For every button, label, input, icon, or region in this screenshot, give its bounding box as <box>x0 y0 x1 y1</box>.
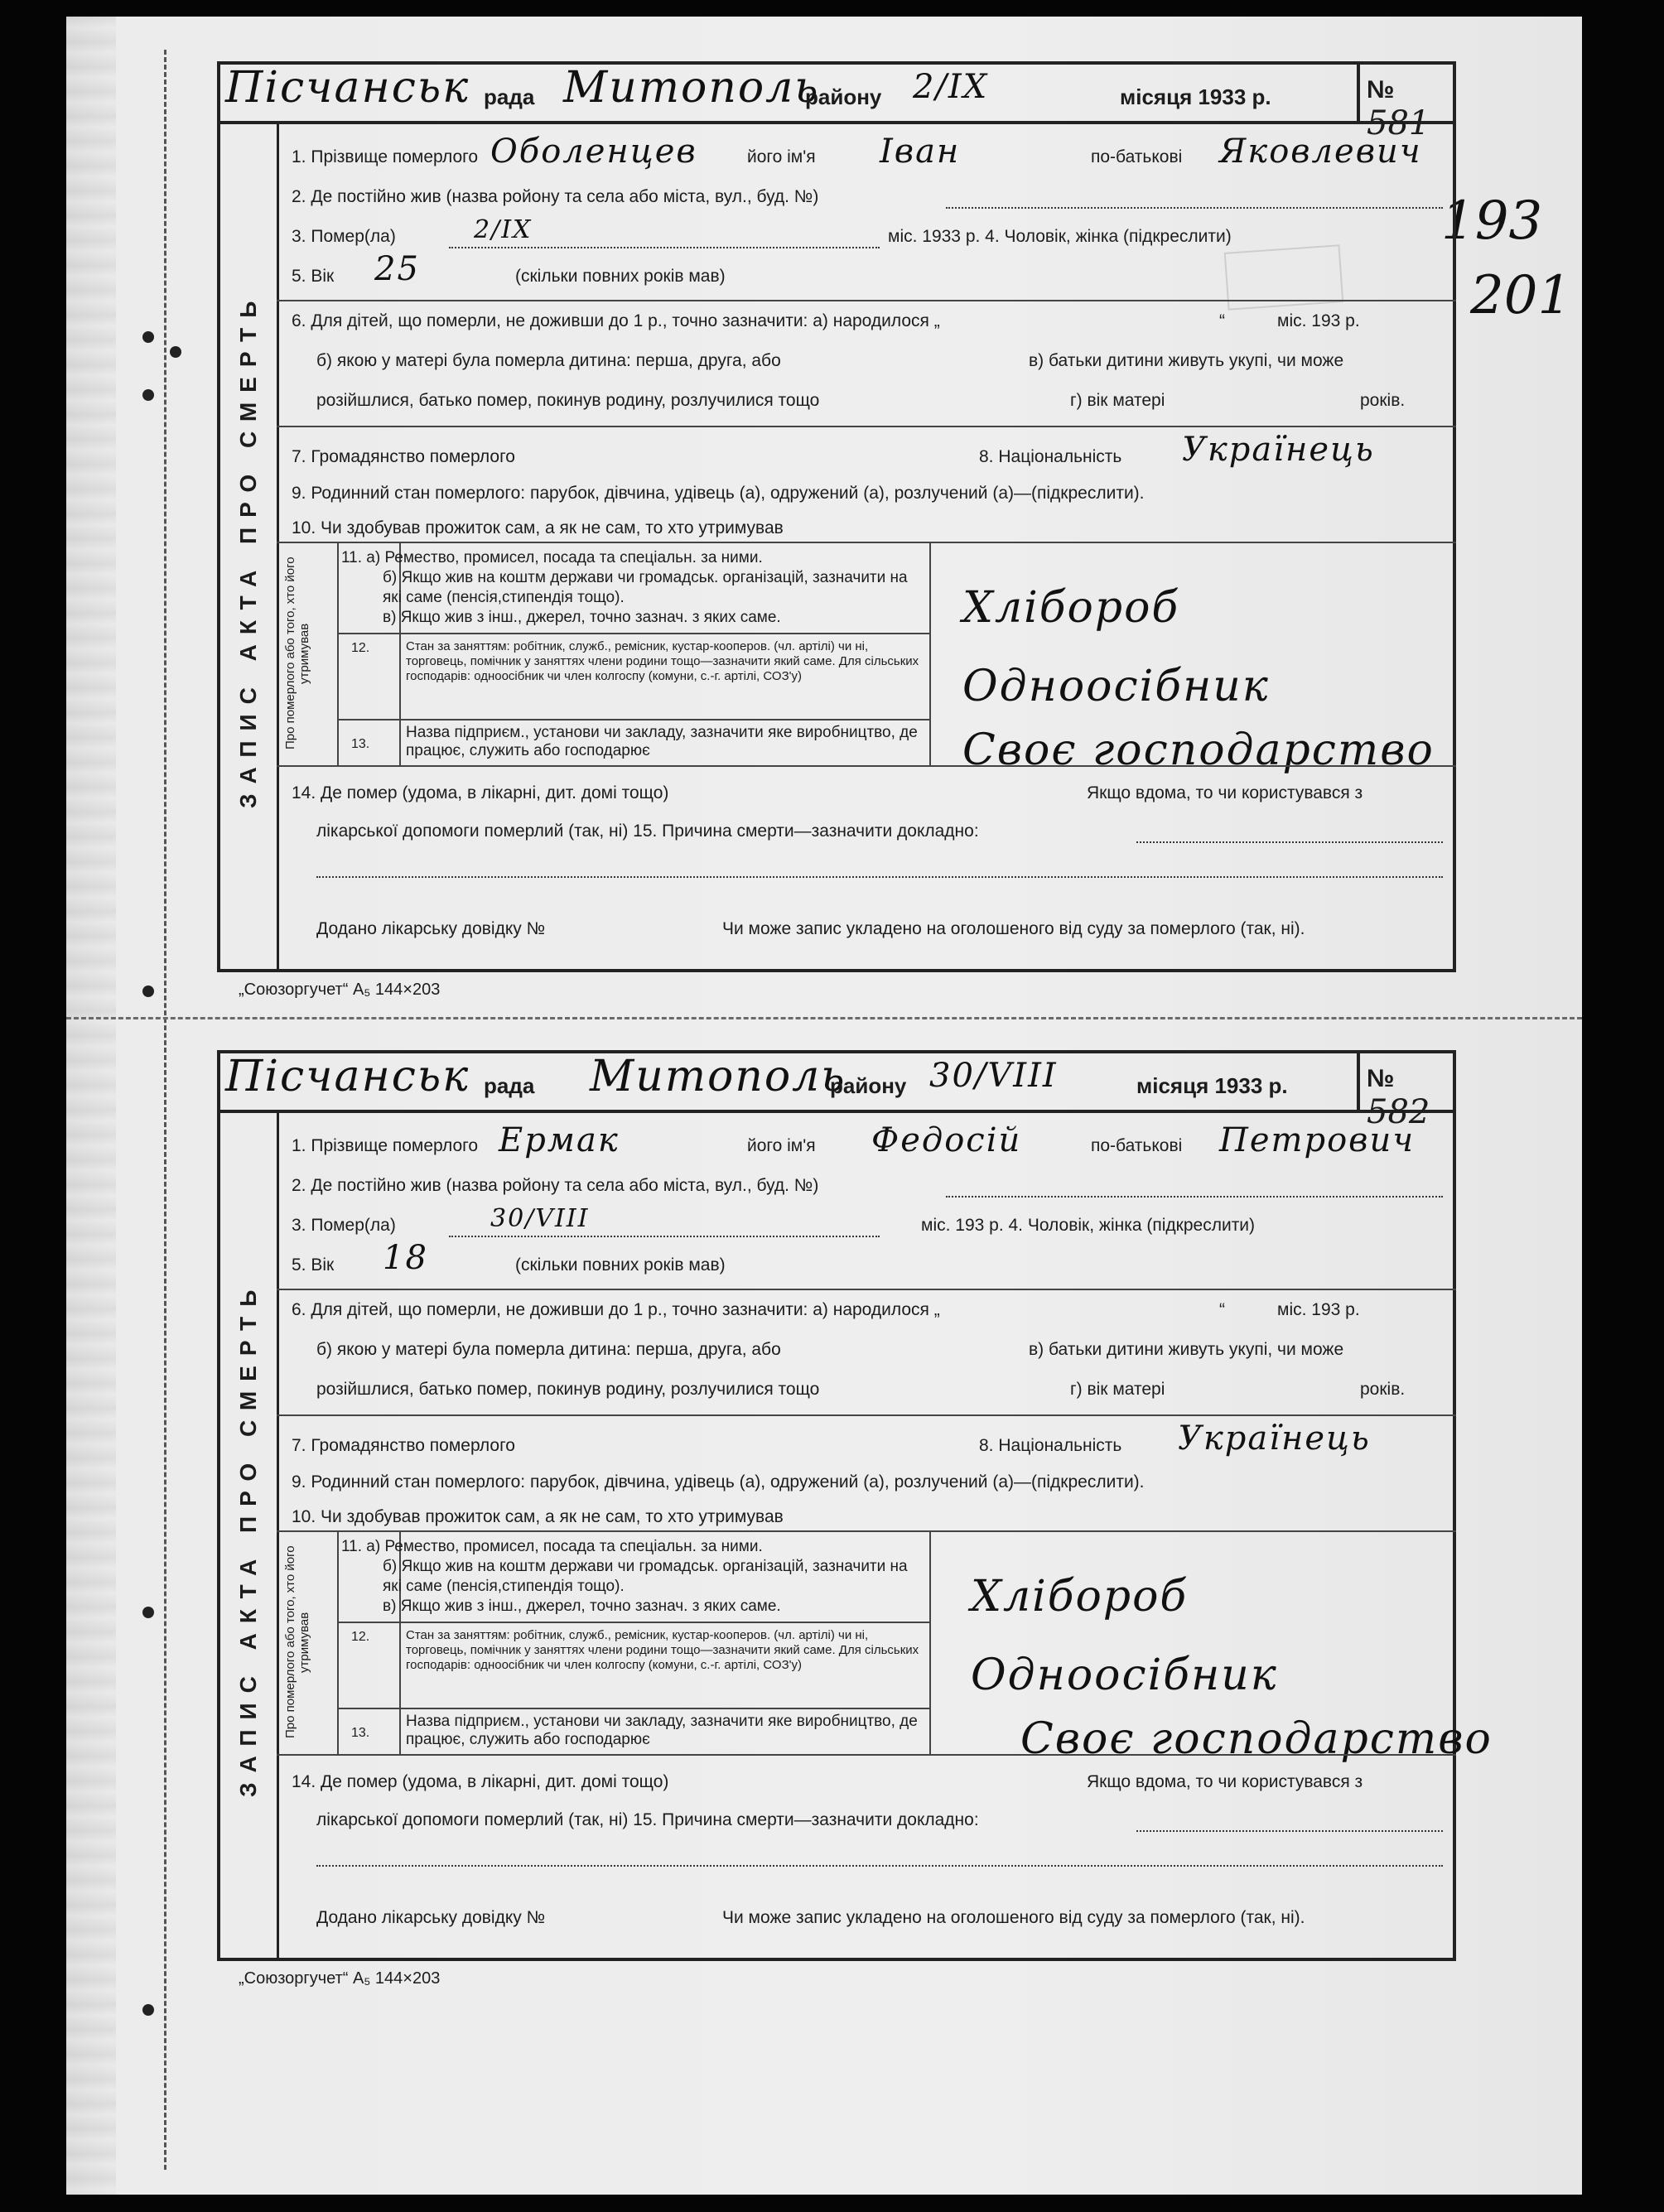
dotted-line <box>449 1236 880 1237</box>
surname-handwritten: Оболенцев <box>490 133 697 171</box>
line-10: 10. Чи здобував прожиток сам, а як не сам, то хто утримував <box>292 518 784 537</box>
surname-handwritten: Ермак <box>499 1121 620 1159</box>
date-handwritten: 30/VIII <box>929 1057 1058 1095</box>
death-date-handwritten: 30/VIII <box>490 1204 590 1233</box>
line-14-b: Якщо вдома, то чи користувався з <box>1087 783 1363 802</box>
divider <box>337 1708 929 1709</box>
item-13-text: Назва підприєм., установи чи закладу, зазначити яке виробництво, де працює, служить або господарює <box>406 1713 918 1748</box>
month-label: місяця 1933 р. <box>1136 1073 1288 1098</box>
rotated-label: Про померлого або того, хто його утримував <box>283 557 311 750</box>
line-7: 7. Громадянство померлого <box>292 447 515 466</box>
line-5-label: 5. Вік <box>292 1255 335 1275</box>
death-date-handwritten: 2/IX <box>474 215 533 244</box>
status-handwritten: Одноосібник <box>971 1651 1278 1700</box>
number-label: № <box>1367 1065 1395 1092</box>
punch-hole <box>142 986 154 997</box>
workplace-handwritten: Своє господарство <box>962 725 1435 775</box>
line-6-d: б) якою у матері була померла дитина: перша, друга, або <box>316 1340 781 1359</box>
item-11-c: в) Якщо жив з інш., джерел, точно зазнач. з яких саме. <box>383 609 781 626</box>
patronymic-label: по-батькові <box>1091 147 1183 166</box>
line-6-d: б) якою у матері була померла дитина: перша, друга, або <box>316 351 781 370</box>
rada-label: рада <box>484 84 535 109</box>
punch-hole <box>142 1607 154 1618</box>
line-1-label: 1. Прізвище померлого <box>292 1136 479 1155</box>
nationality-handwritten: Українець <box>1182 431 1375 469</box>
dotted-line <box>1136 1830 1443 1832</box>
line-3-label: 3. Помер(ла) <box>292 227 396 246</box>
workplace-handwritten: Своє господарство <box>1020 1714 1493 1764</box>
divider <box>277 426 1456 427</box>
divider <box>277 542 1456 543</box>
line-2: 2. Де постійно жив (назва ройону та села або міста, вул., буд. №) <box>292 187 819 206</box>
item-11-c: в) Якщо жив з інш., джерел, точно зазнач. з яких саме. <box>383 1598 781 1615</box>
margin-number: 193 <box>1441 190 1543 252</box>
district-handwritten: Митополь <box>590 1052 846 1101</box>
column-rule <box>337 542 339 765</box>
side-title: ЗАПИС АКТА ПРО СМЕРТЬ <box>235 291 261 809</box>
item-12-text: Стан за заняттям: робітник, служб., ремісник, кустар-кооперов. (чл. артілі) чи ні, торговець, помічник у заняттях члени родини тощо—зазначити який саме. Для сільських господарів: одноосібник чи член колгоспу (комуни, с.-г. артілі, СОЗ'у) <box>406 1628 919 1672</box>
name-handwritten: Федосій <box>871 1121 1022 1159</box>
punch-hole <box>142 389 154 401</box>
divider <box>277 1754 1456 1756</box>
side-rule <box>277 1113 279 1961</box>
publisher-note: „Союзоргучет“ А₅ 144×203 <box>239 981 441 999</box>
line-14-c: лікарської допомоги померлий (так, ні) 15. Причина смерти—зазначити докладно: <box>316 1810 979 1829</box>
form-header <box>217 61 1456 142</box>
line-6-f: розійшлися, батько помер, покинув родину, розлучилися тощо <box>316 391 820 410</box>
patronymic-label: по-батькові <box>1091 1136 1183 1155</box>
divider <box>277 765 1456 767</box>
line-8: 8. Національність <box>979 1436 1122 1455</box>
line-6-a: 6. Для дітей, що померли, не доживши до 1 р., точно зазначити: а) народилося „ <box>292 311 940 330</box>
line-14-c: лікарської допомоги померлий (так, ні) 15. Причина смерти—зазначити докладно: <box>316 822 979 841</box>
name-label: його ім'я <box>747 1136 816 1155</box>
line-9: 9. Родинний стан померлого: парубок, дівчина, удівець (а), одружений (а), розлучений (а)—(підкреслити). <box>292 1472 1145 1492</box>
rotated-label: Про померлого або того, хто його утримував <box>283 1545 311 1739</box>
divider <box>337 1622 929 1623</box>
line-16-b: Чи може запис укладено на оголошеного від суду за померлого (так, ні). <box>722 1908 1305 1927</box>
date-handwritten: 2/IX <box>913 68 989 106</box>
item-13-number: 13. <box>351 1726 370 1740</box>
number-label: № <box>1367 76 1395 104</box>
record-number: 582 <box>1367 1093 1430 1131</box>
dotted-line <box>946 1196 1443 1198</box>
occupation-handwritten: Хлібороб <box>971 1572 1189 1622</box>
patronymic-handwritten: Петрович <box>1219 1121 1416 1159</box>
month-label: місяця 1933 р. <box>1120 84 1271 109</box>
district-handwritten: Митополь <box>563 63 820 113</box>
item-11-block <box>341 548 921 628</box>
district-label: району <box>830 1073 907 1098</box>
divider <box>337 719 929 720</box>
dotted-line <box>316 1865 1443 1867</box>
item-11-block <box>341 1537 921 1617</box>
side-rule <box>277 124 279 972</box>
line-5-note: (скільки повних років мав) <box>515 267 726 286</box>
line-6-b: “ <box>1219 1300 1225 1319</box>
line-1-label: 1. Прізвище померлого <box>292 147 479 166</box>
column-rule <box>929 1530 931 1754</box>
status-handwritten: Одноосібник <box>962 662 1270 711</box>
line-6-g: г) вік матері <box>1070 391 1165 410</box>
dotted-line <box>946 207 1443 209</box>
line-5-label: 5. Вік <box>292 267 335 286</box>
margin-number: 201 <box>1470 265 1572 326</box>
divider <box>277 1414 1456 1416</box>
line-14-a: 14. Де помер (удома, в лікарні, дит. домі тощо) <box>292 783 669 802</box>
punch-hole <box>142 331 154 343</box>
item-11-b: б) Якщо жив на коштм держави чи громадськ. організацій, зазначити на які саме (пенсія,стипендія тощо). <box>383 1558 908 1595</box>
line-16-a: Додано лікарську довідку № <box>316 919 546 938</box>
line-6-h: років. <box>1360 1380 1406 1399</box>
line-16-a: Додано лікарську довідку № <box>316 1908 546 1927</box>
line-14-b: Якщо вдома, то чи користувався з <box>1087 1772 1363 1791</box>
line-6-f: розійшлися, батько помер, покинув родину, розлучилися тощо <box>316 1380 820 1399</box>
line-6-c: міс. 193 р. <box>1277 1300 1360 1319</box>
paper-left-edge <box>66 17 116 2195</box>
line-6-a: 6. Для дітей, що померли, не доживши до 1 р., точно зазначити: а) народилося „ <box>292 1300 940 1319</box>
line-16-b: Чи може запис укладено на оголошеного від суду за померлого (так, ні). <box>722 919 1305 938</box>
death-record-form-1 <box>217 61 1456 972</box>
record-number-cell <box>1357 1050 1456 1131</box>
item-11-a: 11. а) Ремество, промисел, посада та спеціальн. за ними. <box>341 1538 763 1555</box>
line-6-b: “ <box>1219 311 1225 330</box>
item-13-text: Назва підприєм., установи чи закладу, зазначити яке виробництво, де працює, служить або господарює <box>406 724 918 759</box>
publisher-note: „Союзоргучет“ А₅ 144×203 <box>239 1969 441 1988</box>
divider <box>277 300 1456 301</box>
death-record-form-2 <box>217 1050 1493 1961</box>
rada-handwritten: Пісчанськ <box>225 1052 470 1101</box>
fold-line <box>66 1017 1582 1019</box>
side-title: ЗАПИС АКТА ПРО СМЕРТЬ <box>235 1279 261 1798</box>
rada-label: рада <box>484 1073 535 1098</box>
punch-hole <box>142 2004 154 2016</box>
rada-handwritten: Пісчанськ <box>225 63 470 113</box>
divider <box>277 1530 1456 1532</box>
dotted-line <box>449 247 880 248</box>
dotted-line <box>1136 841 1443 843</box>
divider <box>337 633 929 634</box>
patronymic-handwritten: Яковлевич <box>1219 133 1422 171</box>
line-7: 7. Громадянство померлого <box>292 1436 515 1455</box>
column-rule <box>337 1530 339 1754</box>
line-3-label: 3. Помер(ла) <box>292 1216 396 1235</box>
nationality-handwritten: Українець <box>1178 1419 1371 1458</box>
punch-hole <box>170 346 181 358</box>
dotted-line <box>316 876 1443 878</box>
record-number-cell <box>1357 61 1456 142</box>
divider <box>277 1289 1456 1290</box>
line-5-note: (скільки повних років мав) <box>515 1255 726 1275</box>
line-10: 10. Чи здобував прожиток сам, а як не сам, то хто утримував <box>292 1507 784 1526</box>
perforation-line <box>164 50 166 2170</box>
line-6-h: років. <box>1360 391 1406 410</box>
form-header <box>217 1050 1456 1131</box>
age-handwritten: 18 <box>383 1239 428 1277</box>
item-11-a: 11. а) Ремество, промисел, посада та спеціальн. за ними. <box>341 549 763 566</box>
age-handwritten: 25 <box>374 250 420 288</box>
line-9: 9. Родинний стан померлого: парубок, дівчина, удівець (а), одружений (а), розлучений (а)—(підкреслити). <box>292 484 1145 503</box>
item-12-number: 12. <box>351 1630 370 1644</box>
line-8: 8. Національність <box>979 447 1122 466</box>
line-14-a: 14. Де помер (удома, в лікарні, дит. домі тощо) <box>292 1772 669 1791</box>
line-3-4: міс. 1933 р. 4. Чоловік, жінка (підкреслити) <box>888 227 1232 246</box>
line-6-e: в) батьки дитини живуть укупі, чи може <box>1029 1340 1344 1359</box>
record-number: 581 <box>1367 104 1430 142</box>
occupation-handwritten: Хлібороб <box>962 583 1180 633</box>
line-6-g: г) вік матері <box>1070 1380 1165 1399</box>
name-handwritten: Іван <box>880 133 961 171</box>
line-6-e: в) батьки дитини живуть укупі, чи може <box>1029 351 1344 370</box>
column-rule <box>929 542 931 765</box>
line-6-c: міс. 193 р. <box>1277 311 1360 330</box>
line-2: 2. Де постійно жив (назва ройону та села або міста, вул., буд. №) <box>292 1176 819 1195</box>
item-13-number: 13. <box>351 737 370 751</box>
district-label: району <box>805 84 882 109</box>
line-3-4: міс. 193 р. 4. Чоловік, жінка (підкреслити) <box>921 1216 1256 1235</box>
item-12-text: Стан за заняттям: робітник, служб., ремісник, кустар-кооперов. (чл. артілі) чи ні, торговець, помічник у заняттях члени родини тощо—зазначити який саме. Для сільських господарів: одноосібник чи член колгоспу (комуни, с.-г. артілі, СОЗ'у) <box>406 639 919 683</box>
item-11-b: б) Якщо жив на коштм держави чи громадськ. організацій, зазначити на які саме (пенсія,стипендія тощо). <box>383 569 908 606</box>
item-12-number: 12. <box>351 641 370 655</box>
name-label: його ім'я <box>747 147 816 166</box>
